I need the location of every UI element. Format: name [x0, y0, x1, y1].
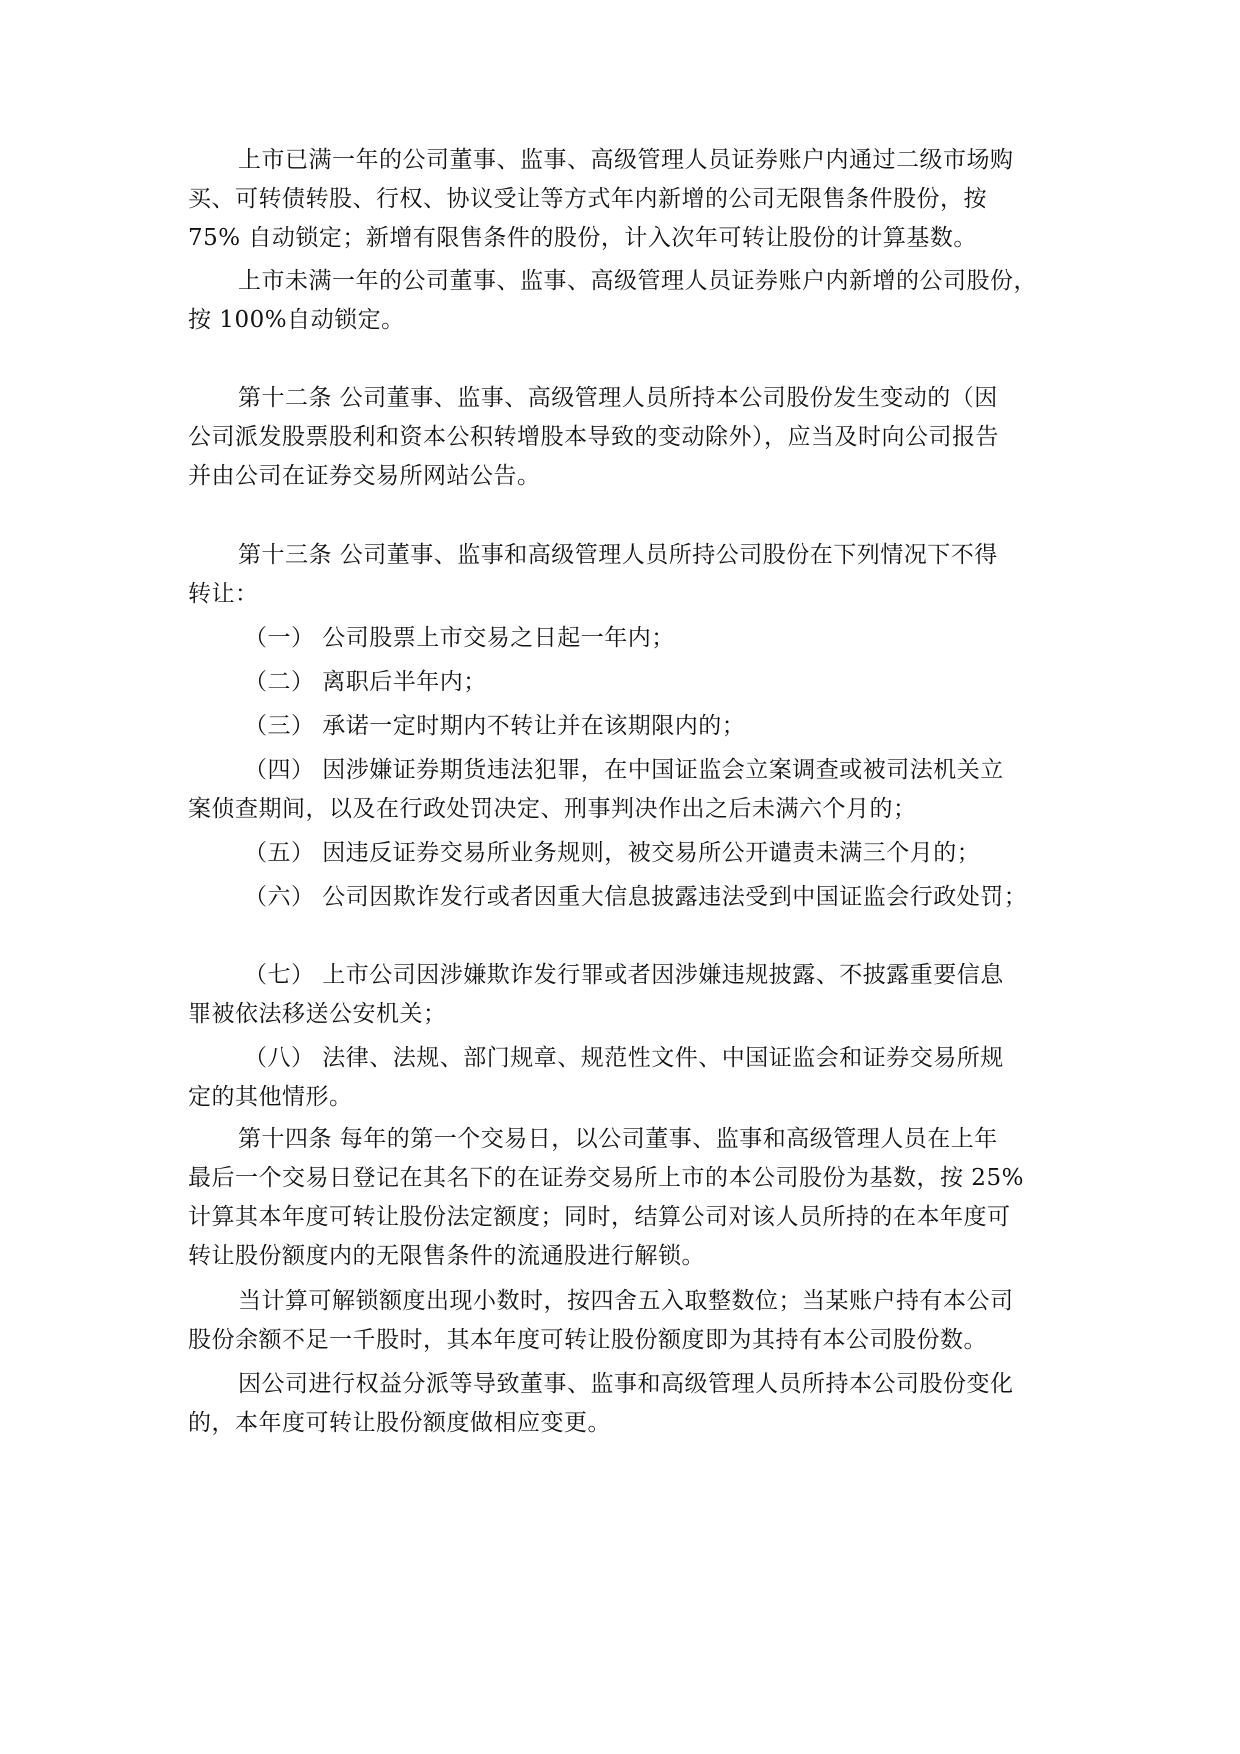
- article-13-item-6: （六） 公司因欺诈发行或者因重大信息披露违法受到中国证监会行政处罚；: [244, 884, 1028, 910]
- article-13-line-2: 转让：: [188, 581, 259, 607]
- article-13-item-4: （四） 因涉嫌证券期货违法犯罪，在中国证监会立案调查或被司法机关立: [244, 757, 1004, 783]
- article-13-item-5: （五） 因违反证券交易所业务规则，被交易所公开谴责未满三个月的；: [244, 840, 981, 866]
- article-12-line-3: 并由公司在证券交易所网站公告。: [188, 463, 541, 489]
- para-new-listing-line-1: 上市未满一年的公司董事、监事、高级管理人员证券账户内新增的公司股份，: [238, 268, 1037, 294]
- article-12-line-2: 公司派发股票股利和资本公积转增股本导致的变动除外），应当及时向公司报告: [188, 424, 999, 450]
- article-14-line-4: 转让股份额度内的无限售条件的流通股进行解锁。: [188, 1243, 705, 1269]
- article-13-item-7: （七） 上市公司因涉嫌欺诈发行罪或者因涉嫌违规披露、不披露重要信息: [244, 962, 1004, 988]
- article-13-item-7-cont: 罪被依法移送公安机关；: [188, 1001, 447, 1027]
- para-locked-shares-line-1: 上市已满一年的公司董事、监事、高级管理人员证券账户内通过二级市场购: [238, 147, 1014, 173]
- para-locked-shares-line-3: 75% 自动锁定；新增有限售条件的股份，计入次年可转让股份的计算基数。: [188, 225, 977, 251]
- article-14-line-2: 最后一个交易日登记在其名下的在证券交易所上市的本公司股份为基数，按 25%: [188, 1165, 1024, 1191]
- article-13-item-3: （三） 承诺一定时期内不转让并在该期限内的；: [244, 713, 746, 739]
- para-rounding-line-2: 股份余额不足一千股时，其本年度可转让股份额度即为其持有本公司股份数。: [188, 1327, 987, 1353]
- para-rounding-line-1: 当计算可解锁额度出现小数时，按四舍五入取整数位；当某账户持有本公司: [238, 1288, 1014, 1314]
- article-13-line-1: 第十三条 公司董事、监事和高级管理人员所持公司股份在下列情况下不得: [238, 542, 998, 568]
- article-13-item-1: （一） 公司股票上市交易之日起一年内；: [244, 625, 675, 651]
- para-equity-line-1: 因公司进行权益分派等导致董事、监事和高级管理人员所持本公司股份变化: [238, 1371, 1014, 1397]
- article-13-item-8-cont: 定的其他情形。: [188, 1084, 353, 1110]
- para-new-listing-line-2: 按 100%自动锁定。: [188, 307, 405, 333]
- para-locked-shares-line-2: 买、可转债转股、行权、协议受让等方式年内新增的公司无限售条件股份，按: [188, 186, 987, 212]
- article-14-line-1: 第十四条 每年的第一个交易日，以公司董事、监事和高级管理人员在上年: [238, 1126, 998, 1152]
- para-equity-line-2: 的，本年度可转让股份额度做相应变更。: [188, 1410, 611, 1436]
- article-13-item-8: （八） 法律、法规、部门规章、规范性文件、中国证监会和证券交易所规: [244, 1045, 1004, 1071]
- article-14-line-3: 计算其本年度可转让股份法定额度；同时，结算公司对该人员所持的在本年度可: [188, 1204, 1011, 1230]
- article-12-line-1: 第十二条 公司董事、监事、高级管理人员所持本公司股份发生变动的（因: [238, 385, 998, 411]
- article-13-item-2: （二） 离职后半年内；: [244, 669, 487, 695]
- article-13-item-4-cont: 案侦查期间，以及在行政处罚决定、刑事判决作出之后未满六个月的；: [188, 796, 917, 822]
